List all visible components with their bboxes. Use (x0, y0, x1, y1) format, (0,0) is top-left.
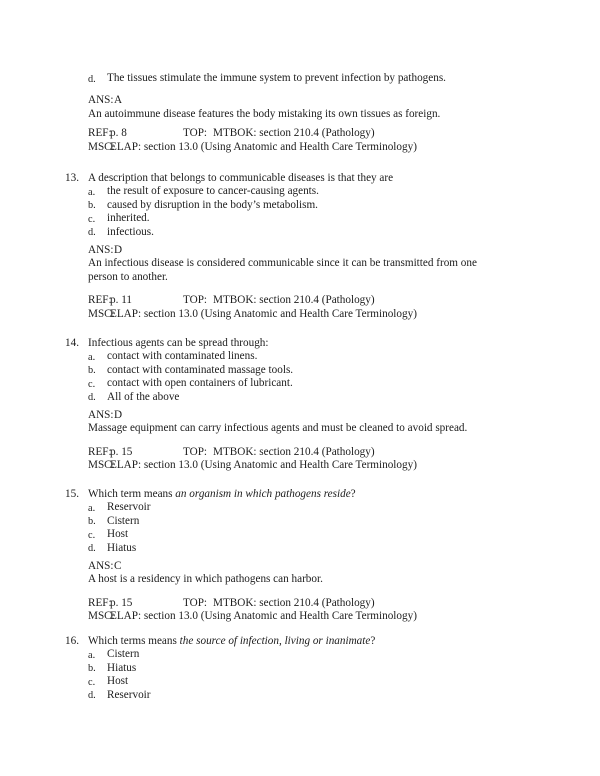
ref-value: p. 11 (110, 294, 132, 307)
option-letter: c. (88, 529, 96, 541)
answer-option (88, 364, 568, 377)
answer-value: A (114, 94, 123, 107)
msc-value: ELAP: section 13.0 (Using Anatomic and Health Care Terminology) (110, 610, 417, 623)
rationale-line: A host is a residency in which pathogens can harbor. (88, 573, 323, 586)
answer-option (88, 542, 568, 555)
rationale-line: person to another. (88, 270, 168, 283)
answer-option (88, 350, 568, 363)
option-letter: c. (88, 378, 96, 390)
answer-label: ANS: (88, 244, 114, 257)
option-text: Hiatus (107, 541, 137, 554)
answer-value: D (114, 409, 123, 422)
answer-option (88, 675, 568, 688)
option-text: Reservoir (107, 688, 151, 701)
answer-option (88, 689, 568, 702)
question-stem-suffix: ? (350, 488, 356, 500)
answer-option (88, 648, 568, 661)
option-letter: d. (88, 227, 96, 239)
answer-option (88, 662, 568, 675)
option-text: Host (107, 528, 129, 541)
top-label: TOP: (183, 127, 208, 140)
top-value: MTBOK: section 210.4 (Pathology) (213, 127, 375, 140)
option-letter: a. (88, 351, 96, 363)
question-15-block (65, 488, 568, 624)
question-stem: A description that belongs to communicable diseases is that they are (88, 172, 394, 184)
answer-value: D (114, 244, 123, 257)
option-letter: b. (88, 200, 96, 212)
msc-value: ELAP: section 13.0 (Using Anatomic and Health Care Terminology) (110, 140, 417, 153)
option-text: infectious. (107, 225, 154, 238)
question-stem: Infectious agents can be spread through: (88, 337, 269, 349)
option-letter: b. (88, 365, 96, 377)
question-stem-suffix: ? (370, 635, 376, 647)
msc-row (88, 610, 568, 623)
option-letter: c. (88, 213, 96, 225)
option-letter: d. (88, 392, 96, 404)
ref-value: p. 15 (110, 596, 133, 609)
ref-top-row (88, 127, 568, 140)
option-text: The tissues stimulate the immune system to prevent infection by pathogens. (107, 72, 446, 84)
answer-row (88, 94, 568, 107)
rationale-line: An infectious disease is considered communicable since it can be transmitted from one (88, 257, 477, 270)
question-12-partial-block (88, 72, 568, 154)
answer-value: C (114, 560, 122, 573)
question-stem-row (65, 172, 568, 185)
msc-label: MSC: (88, 610, 115, 623)
option-text: Hiatus (107, 661, 137, 674)
option-letter: d. (88, 543, 96, 555)
answer-option (88, 528, 568, 541)
option-letter: d. (88, 690, 96, 702)
ref-value: p. 15 (110, 445, 133, 458)
answer-option (88, 501, 568, 514)
option-text: Cistern (107, 648, 140, 661)
top-value: MTBOK: section 210.4 (Pathology) (213, 294, 375, 307)
question-number: 14. (65, 337, 79, 349)
option-text: Cistern (107, 514, 140, 527)
answer-option (88, 391, 568, 404)
top-value: MTBOK: section 210.4 (Pathology) (213, 445, 375, 458)
option-letter: b. (88, 663, 96, 675)
question-stem: Which terms means (88, 635, 180, 647)
msc-value: ELAP: section 13.0 (Using Anatomic and Health Care Terminology) (110, 307, 417, 320)
question-stem-italic: the source of infection, living or inanimate (179, 635, 371, 647)
msc-label: MSC: (88, 140, 115, 153)
question-number: 13. (65, 172, 79, 184)
option-text: contact with open containers of lubricant. (107, 377, 293, 390)
answer-label: ANS: (88, 94, 114, 107)
option-text: the result of exposure to cancer-causing agents. (107, 185, 319, 198)
rationale-line: Massage equipment can carry infectious agents and must be cleaned to avoid spread. (88, 422, 468, 435)
option-letter: a. (88, 649, 96, 661)
option-text: caused by disruption in the body’s metabolism. (107, 198, 318, 211)
ref-top-row (88, 446, 568, 459)
ref-label: REF: (88, 127, 112, 140)
question-stem-row (65, 635, 568, 648)
option-text: contact with contaminated massage tools. (107, 363, 294, 376)
option-text: contact with contaminated linens. (107, 350, 258, 363)
top-label: TOP: (183, 445, 208, 458)
top-value: MTBOK: section 210.4 (Pathology) (213, 596, 375, 609)
msc-row (88, 459, 568, 472)
question-13-block (65, 172, 568, 321)
answer-label: ANS: (88, 560, 114, 573)
msc-row (88, 141, 568, 154)
answer-option (88, 377, 568, 390)
answer-option (88, 185, 568, 198)
msc-label: MSC: (88, 459, 115, 472)
question-stem-row (65, 488, 568, 501)
ref-value: p. 8 (110, 127, 127, 140)
ref-top-row (88, 294, 568, 307)
answer-option (88, 72, 568, 85)
question-14-block (65, 337, 568, 473)
msc-value: ELAP: section 13.0 (Using Anatomic and Health Care Terminology) (110, 459, 417, 472)
question-stem-italic: an organism in which pathogens reside (175, 488, 351, 500)
rationale-line: An autoimmune disease features the body mistaking its own tissues as foreign. (88, 107, 441, 120)
ref-top-row (88, 597, 568, 610)
option-text: Host (107, 675, 129, 688)
ref-label: REF: (88, 294, 112, 307)
option-text: inherited. (107, 212, 150, 225)
option-text: Reservoir (107, 501, 151, 514)
question-16-block (65, 635, 568, 702)
option-letter: a. (88, 502, 96, 514)
question-stem-row (65, 337, 568, 350)
answer-option (88, 199, 568, 212)
question-stem: Which term means (88, 488, 176, 500)
msc-label: MSC: (88, 307, 115, 320)
msc-row (88, 308, 568, 321)
question-number: 16. (65, 635, 79, 647)
answer-option (88, 515, 568, 528)
question-number: 15. (65, 488, 79, 500)
option-letter: a. (88, 186, 96, 198)
answer-row (88, 244, 568, 257)
top-label: TOP: (183, 294, 208, 307)
ref-label: REF: (88, 596, 112, 609)
ref-label: REF: (88, 445, 112, 458)
option-letter: d. (88, 73, 96, 85)
answer-row (88, 409, 568, 422)
answer-row (88, 560, 568, 573)
option-letter: c. (88, 676, 96, 688)
option-letter: b. (88, 516, 96, 528)
answer-label: ANS: (88, 409, 114, 422)
answer-option (88, 226, 568, 239)
option-text: All of the above (107, 390, 180, 403)
top-label: TOP: (183, 596, 208, 609)
answer-option (88, 212, 568, 225)
